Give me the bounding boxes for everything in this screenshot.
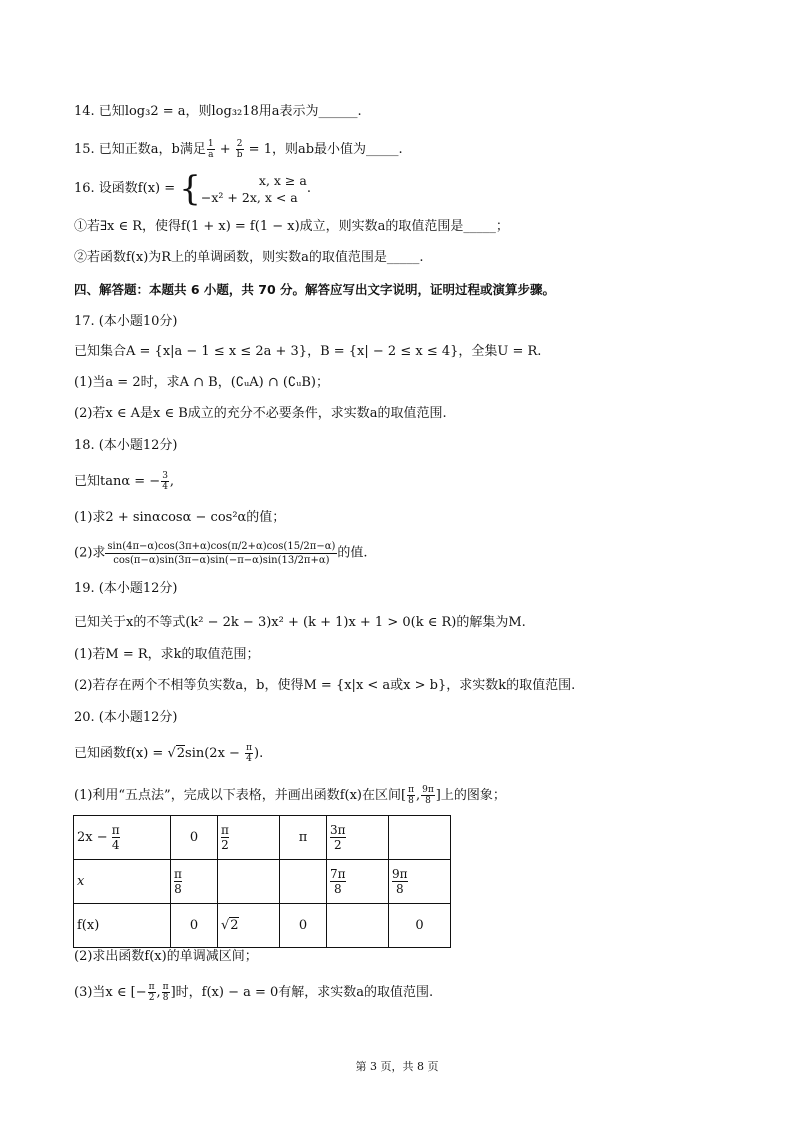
piecewise-row2-expr: −x² + 2x, (200, 190, 261, 205)
q17-head: 17. (本小题10分) (74, 314, 178, 329)
q19-stem: 已知关于x的不等式(k² − 2k − 3)x² + (k + 1)x + 1 > 0(k ∈ R)的解集为M. (74, 615, 526, 630)
piecewise-brace: { (179, 169, 201, 209)
cell-den: 2 (333, 838, 342, 852)
table-cell: 0 (389, 904, 451, 948)
cell-num: 9π (392, 867, 408, 881)
q20-p3-f2n: π (162, 982, 169, 992)
question-15 (74, 139, 403, 160)
q20-p3-a: (3)当x ∈ [− (74, 985, 147, 1000)
q18-frac-num: 3 (162, 471, 168, 481)
q15-f1-den: a (208, 150, 214, 160)
q20-frac-num: π (246, 743, 252, 753)
q20-p1-b: ]上的图象； (435, 788, 506, 803)
q20-p1-f2d: 8 (425, 796, 431, 806)
q17-stem: 已知集合A = {x|a − 1 ≤ x ≤ 2a + 3}，B = {x| − 2 ≤ x ≤ 4}，全集U = R. (74, 344, 542, 359)
r1-label-text: 2x − (77, 830, 112, 845)
q18-head: 18. (本小题12分) (74, 438, 178, 453)
five-point-table (73, 815, 451, 948)
q20-p3-frac-1 (148, 982, 156, 1003)
q15-plus: + (215, 142, 235, 157)
cell-frac (174, 867, 182, 896)
table-cell: √2 (218, 904, 280, 948)
q14-text: log₃2 = a，则log₃₂18用a表示为______. (124, 104, 362, 119)
q19-part-2: (2)若存在两个不相等负实数a，b，使得M = {x|x < a或x > b}，求实数k的取值范围. (74, 678, 576, 693)
q20-p1-f1n: π (408, 785, 414, 795)
piecewise-rows (201, 172, 307, 206)
q20-p3-b: ]时，f(x) − a = 0有解，求实数a的取值范围. (170, 985, 434, 1000)
q20-stem: 已知函数f(x) = √2sin(2x − $\frac{\pi}{4}$ ). (74, 743, 264, 764)
q18-stem-text: 已知tanα = − (74, 474, 161, 489)
q15-prefix: 15. 已知正数a，b满足 (74, 142, 206, 157)
q20-p1-a: (1)利用“五点法”，完成以下表格，并画出函数f(x)在区间[ (74, 788, 407, 803)
table-row1-label (74, 816, 171, 860)
table-cell (218, 860, 280, 904)
q18-stem-fraction (161, 471, 169, 492)
q20-frac-den: 4 (246, 754, 252, 764)
cell-num: π (174, 867, 182, 881)
cell-frac (221, 823, 229, 852)
q20-p3-f2d: 8 (162, 993, 169, 1003)
section-4-heading: 四、解答题：本题共 6 小题，共 70 分。解答应写出文字说明，证明过程或演算步骤。 (74, 282, 556, 297)
q19-part-1: (1)若M = R，求k的取值范围； (74, 647, 260, 662)
table-row (74, 860, 451, 904)
q19-head: 19. (本小题12分) (74, 581, 178, 596)
q15-fraction-2 (236, 139, 244, 160)
q14-prefix: 14. 已知 (74, 104, 125, 119)
q20-p1-frac-2 (421, 785, 435, 806)
table-cell (389, 860, 451, 904)
question-14 (74, 103, 362, 121)
cell-den: 8 (395, 882, 404, 896)
table-cell: 0 (280, 904, 327, 948)
q20-p3-f1n: π (148, 982, 155, 992)
q15-fraction-1 (207, 139, 215, 160)
q20-p1-comma: , (416, 788, 421, 803)
r1-label-frac (112, 823, 120, 852)
question-16-part-1: ①若∃x ∈ R，使得f(1 + x) = f(1 − x)成立，则实数a的取值范围是_____； (74, 219, 509, 234)
q20-stem-c: ). (254, 746, 264, 761)
table-cell (171, 860, 218, 904)
piecewise-row-2 (201, 189, 307, 206)
piecewise-row1-text: x, x ≥ a (258, 173, 307, 188)
page-footer: 第 3 页，共 8 页 (355, 1060, 439, 1073)
cell-frac (330, 823, 346, 852)
q16-end: . (306, 181, 311, 196)
table-cell (327, 860, 389, 904)
q20-p1-f1d: 8 (408, 796, 414, 806)
q20-stem-a: 已知函数f(x) = (74, 746, 168, 761)
q20-p3-comma: , (156, 985, 161, 1000)
cell-frac (392, 867, 408, 896)
table-cell: 0 (171, 816, 218, 860)
q20-part-3 (74, 982, 433, 1003)
table-cell (280, 860, 327, 904)
q15-f2-num: 2 (236, 139, 243, 149)
table-row (74, 904, 451, 948)
q20-p1-f2n: 9π (422, 785, 434, 795)
q15-f1-num: 1 (207, 139, 214, 149)
q18-stem-end: , (169, 474, 175, 489)
q20-stem-fraction (245, 743, 253, 764)
piecewise-row-1 (201, 172, 307, 189)
q20-head: 20. (本小题12分) (74, 710, 178, 725)
q20-sqrt-2: 2 (176, 746, 186, 761)
r1-label-den: 4 (111, 838, 120, 852)
table-cell (218, 816, 280, 860)
cell-sqrt: 2 (230, 918, 239, 933)
table-row3-label: f(x) (74, 904, 171, 948)
q20-p3-frac-2 (162, 982, 170, 1003)
cell-num: 7π (330, 867, 346, 881)
cell-frac (330, 867, 346, 896)
q18-part-1: (1)求2 + sinαcosα − cos²α的值； (74, 510, 286, 525)
r2-label-text: x (77, 874, 85, 889)
table-cell: 0 (171, 904, 218, 948)
q18-p2-suffix: 的值. (337, 545, 368, 561)
q18-part-2 (74, 540, 368, 567)
table-cell (327, 904, 389, 948)
question-16-part-2: ②若函数f(x)为R上的单调函数，则实数a的取值范围是_____. (74, 250, 424, 265)
q18-p2-numerator: sin(4π−α)cos(3π+α)cos(π/2+α)cos(15/2π−α) (107, 541, 336, 552)
q20-p1-frac-1 (407, 785, 415, 806)
piecewise-row2-cond: x < a (264, 190, 298, 205)
r1-label-num: π (111, 823, 120, 837)
q15-suffix: = 1，则ab最小值为_____. (244, 142, 403, 157)
q15-f2-den: b (236, 150, 243, 160)
cell-den: 8 (174, 882, 182, 896)
cell-den: 8 (333, 882, 342, 896)
q20-part-1 (74, 785, 506, 806)
q18-p2-fraction (105, 540, 337, 567)
table-row2-label (74, 860, 171, 904)
q18-p2-denominator: cos(π−α)sin(3π−α)sin(−π−α)sin(13/2π+α) (113, 555, 330, 566)
table-cell (389, 816, 451, 860)
q17-part-1: (1)当a = 2时，求A ∩ B，(∁ᵤA) ∩ (∁ᵤB)； (74, 375, 329, 390)
q20-stem-b: sin(2x − (185, 746, 245, 761)
cell-den: 2 (221, 838, 229, 852)
cell-num: 3π (330, 823, 346, 837)
q18-stem (74, 471, 174, 492)
question-16 (74, 169, 311, 209)
table-cell (327, 816, 389, 860)
q20-p3-f1d: 2 (148, 993, 155, 1003)
q18-p2-prefix: (2)求 (74, 545, 106, 561)
table-row (74, 816, 451, 860)
q20-part-2: (2)求出函数f(x)的单调减区间； (74, 949, 258, 964)
q16-prefix: 16. 设函数f(x) = (74, 181, 180, 196)
q17-part-2: (2)若x ∈ A是x ∈ B成立的充分不必要条件，求实数a的取值范围. (74, 406, 447, 421)
table-cell: π (280, 816, 327, 860)
q18-frac-den: 4 (162, 482, 168, 492)
cell-num: π (221, 823, 229, 837)
